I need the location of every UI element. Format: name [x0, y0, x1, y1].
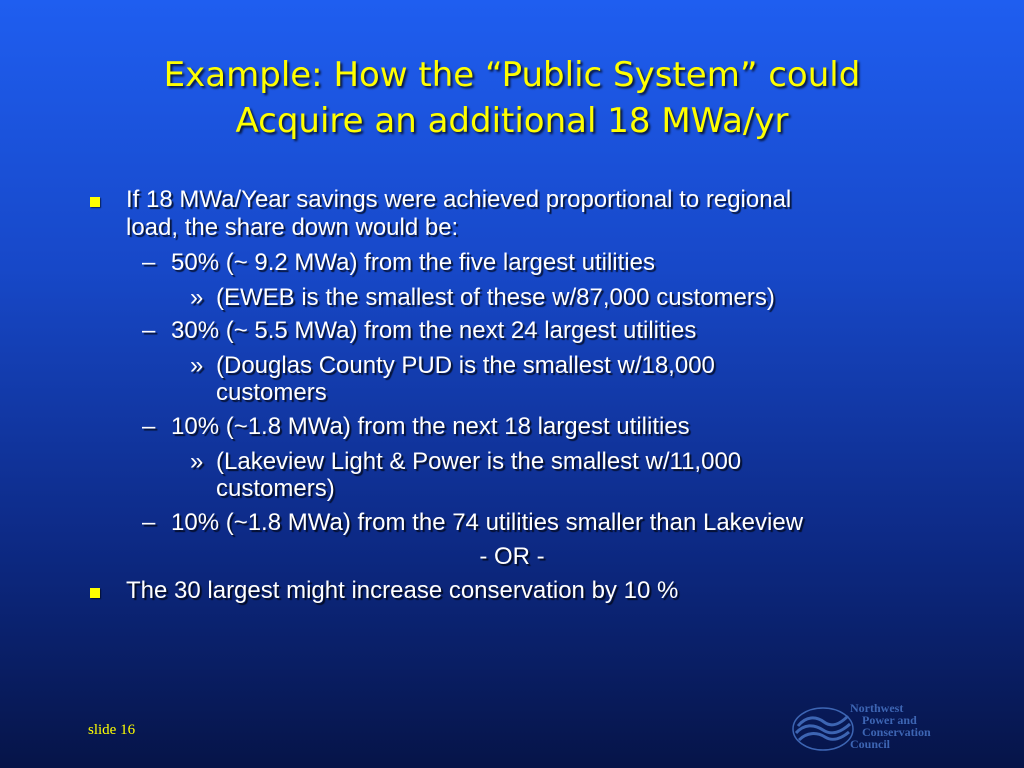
bullet-square-icon [90, 588, 100, 598]
dash-marker: – [142, 317, 156, 344]
sub-bullet-1: 50% (~ 9.2 MWa) from the five largest utilities [171, 249, 655, 276]
raquo-marker: » [190, 352, 204, 379]
sub-bullet-2: 30% (~ 5.5 MWa) from the next 24 largest utilities [171, 317, 697, 344]
sub-bullet-3: 10% (~1.8 MWa) from the next 18 largest utilities [171, 413, 690, 440]
sub-sub-bullet-3-line-1: (Lakeview Light & Power is the smallest w/11,000 [216, 448, 742, 475]
bullet-1-line-2: load, the share down would be: [126, 214, 459, 241]
raquo-marker: » [190, 284, 204, 311]
bullet-2: The 30 largest might increase conservation by 10 % [126, 577, 679, 604]
logo-line-1: Northwest [850, 701, 904, 715]
slide-title-line-2: Acquire an additional 18 MWa/yr [235, 101, 789, 141]
logo-line-2: Power and [862, 713, 917, 727]
or-separator: - OR - [479, 543, 545, 570]
sub-sub-bullet-3-line-2: customers) [216, 475, 335, 502]
dash-marker: – [142, 509, 156, 536]
logo-line-3: Conservation [862, 725, 931, 739]
logo-line-4: Council [850, 737, 891, 751]
slide-number: slide 16 [88, 722, 136, 738]
raquo-marker: » [190, 448, 204, 475]
dash-marker: – [142, 413, 156, 440]
council-wave-logo-icon [792, 706, 854, 752]
council-logo [792, 700, 952, 756]
sub-bullet-4: 10% (~1.8 MWa) from the 74 utilities smaller than Lakeview [171, 509, 804, 536]
slide-title-line-1: Example: How the “Public System” could [163, 55, 861, 95]
bullet-square-icon [90, 197, 100, 207]
sub-sub-bullet-2-line-1: (Douglas County PUD is the smallest w/18,000 [216, 352, 715, 379]
dash-marker: – [142, 249, 156, 276]
sub-sub-bullet-2-line-2: customers [216, 379, 327, 406]
bullet-1-line-1: If 18 MWa/Year savings were achieved proportional to regional [126, 186, 792, 213]
sub-sub-bullet-1: (EWEB is the smallest of these w/87,000 customers) [216, 284, 775, 311]
